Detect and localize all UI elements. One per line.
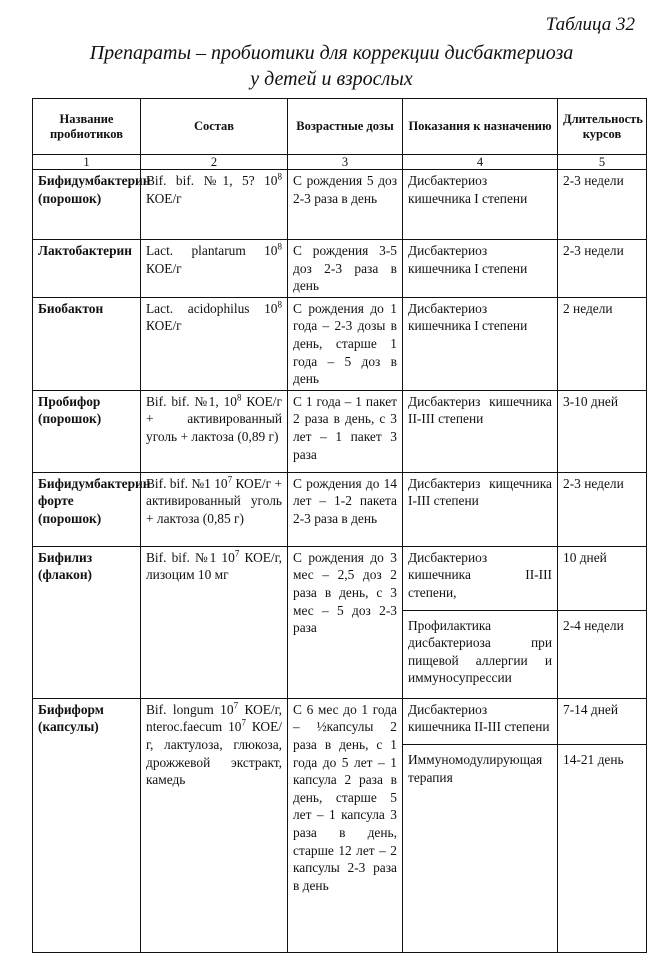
table-row [33,698,647,952]
drug-indications [403,170,558,240]
col-number: 4 [403,155,558,170]
indication-item: Дисбактериоз кишечника I степени [408,300,528,334]
drug-indications [403,390,558,472]
duration-item: 2-4 недели [558,610,646,635]
drug-indications [403,472,558,546]
header-duration: Длительность курсов [558,99,647,155]
title-line: у детей и взрослых [250,68,413,90]
drug-duration [558,170,647,240]
table-row [33,472,647,546]
table-row [33,240,647,298]
drug-name: Бифидумбактерин (порошок) [33,170,141,240]
drug-duration [558,546,647,698]
drug-name: Пробифор (порошок) [33,390,141,472]
drug-name: Бифиформ (капсулы) [33,698,141,952]
probiotics-table [32,98,647,953]
drug-duration [558,472,647,546]
header-indications: Показания к назначению [403,99,558,155]
indication-item: Дисбактериз кишечника II-III степени [408,393,552,427]
drug-composition: Bif. bif. №1, 5? $10^8$ КОЕ/г [141,170,288,240]
col-number: 2 [141,155,288,170]
indication-item: Дисбактериоз кишечника I степени [408,173,528,206]
drug-indications [403,297,558,390]
duration-item: 14-21 день [558,744,646,769]
drug-dose: С 1 года – 1 пакет 2 раза в день, с 3 лет – 1 пакет 3 раза [288,390,403,472]
title-line: Препараты – пробиотики для коррекции дисбактериоза [89,42,574,64]
drug-indications [403,698,558,952]
header-name: Название пробиотиков [33,99,141,155]
table-row [33,546,647,698]
duration-item: 7-14 дней [563,701,618,717]
indication-item: Профилактика дисбактериоза при пищевой аллергии и иммуносупрессии [403,610,557,687]
drug-dose: С 6 мес до 1 года – ½капсулы 2 раза в день, с 1 года до 5 лет – 1 капсула 2 раза в день, старше 5 лет – 1 капсула 3 раза в день, старше 12 лет – 2 капсулы 2-3 раза в день [288,698,403,952]
drug-composition: Bif. bif. №1 $10^7$ КОЕ/г, лизоцим 10 мг [141,546,288,698]
indication-item: Дисбактериоз кишечника II-III степени, [408,549,552,600]
table-row [33,390,647,472]
col-number: 5 [558,155,647,170]
table-body [33,170,647,953]
drug-duration [558,390,647,472]
drug-composition: Bif. bif. №1, $10^8$ КОЕ/г + активированный уголь + лактоза (0,89 г) [141,390,288,472]
duration-item: 10 дней [563,549,607,565]
duration-item: 2-3 недели [563,243,624,258]
drug-dose: С рождения до 14 лет – 1-2 пакета 2-3 раза в день [288,472,403,546]
table-row [33,170,647,240]
drug-dose: С рождения 3-5 доз 2-3 раза в день [288,240,403,298]
table-title [30,40,633,92]
drug-dose: С рождения до 1 года – 2-3 дозы в день, старше 1 года – 5 доз в день [288,297,403,390]
drug-composition: Bif. bif. №1 $10^7$ КОЕ/г + активированный уголь + лактоза (0,85 г) [141,472,288,546]
drug-composition: Lact. plantarum $10^8$ КОЕ/г [141,240,288,298]
col-number: 3 [288,155,403,170]
drug-duration [558,698,647,952]
drug-duration [558,240,647,298]
table-row [33,297,647,390]
indication-item: Дисбактериз кищечника I-III степени [408,475,552,509]
duration-item: 2-3 недели [563,173,624,188]
drug-name: Лактобактерин [33,240,141,298]
col-number: 1 [33,155,141,170]
drug-indications [403,240,558,298]
indication-item: Дисбактериоз кишечника I степени [408,243,528,276]
header-composition: Состав [141,99,288,155]
drug-indications [403,546,558,698]
drug-dose: С рождения до 3 мес – 2,5 доз 2 раза в день, с 3 мес – 5 доз 2-3 раза [288,546,403,698]
drug-name: Бифидумбактерин форте (порошок) [33,472,141,546]
table-number: Таблица 32 [545,14,635,35]
drug-name: Биобактон [33,297,141,390]
duration-item: 2 недели [563,300,613,316]
drug-dose: С рождения 5 доз 2-3 раза в день [288,170,403,240]
indication-item: Иммуномодулирующая терапия [403,744,557,786]
drug-duration [558,297,647,390]
header-dose: Возрастные дозы [288,99,403,155]
duration-item: 2-3 недели [563,475,624,491]
duration-item: 3-10 дней [563,393,618,409]
drug-composition: Lact. acidophilus $10^8$ КОЕ/г [141,297,288,390]
drug-name: Бифилиз (флакон) [33,546,141,698]
indication-item: Дисбактериоз кишечника II-III степени [408,701,550,735]
drug-composition: Bif. longum $10^7$ КОЕ/г, nteroc.faecum $10^7$ КОЕ/г, лактулоза, глюкоза, дрожжевой экстракт, камедь [141,698,288,952]
